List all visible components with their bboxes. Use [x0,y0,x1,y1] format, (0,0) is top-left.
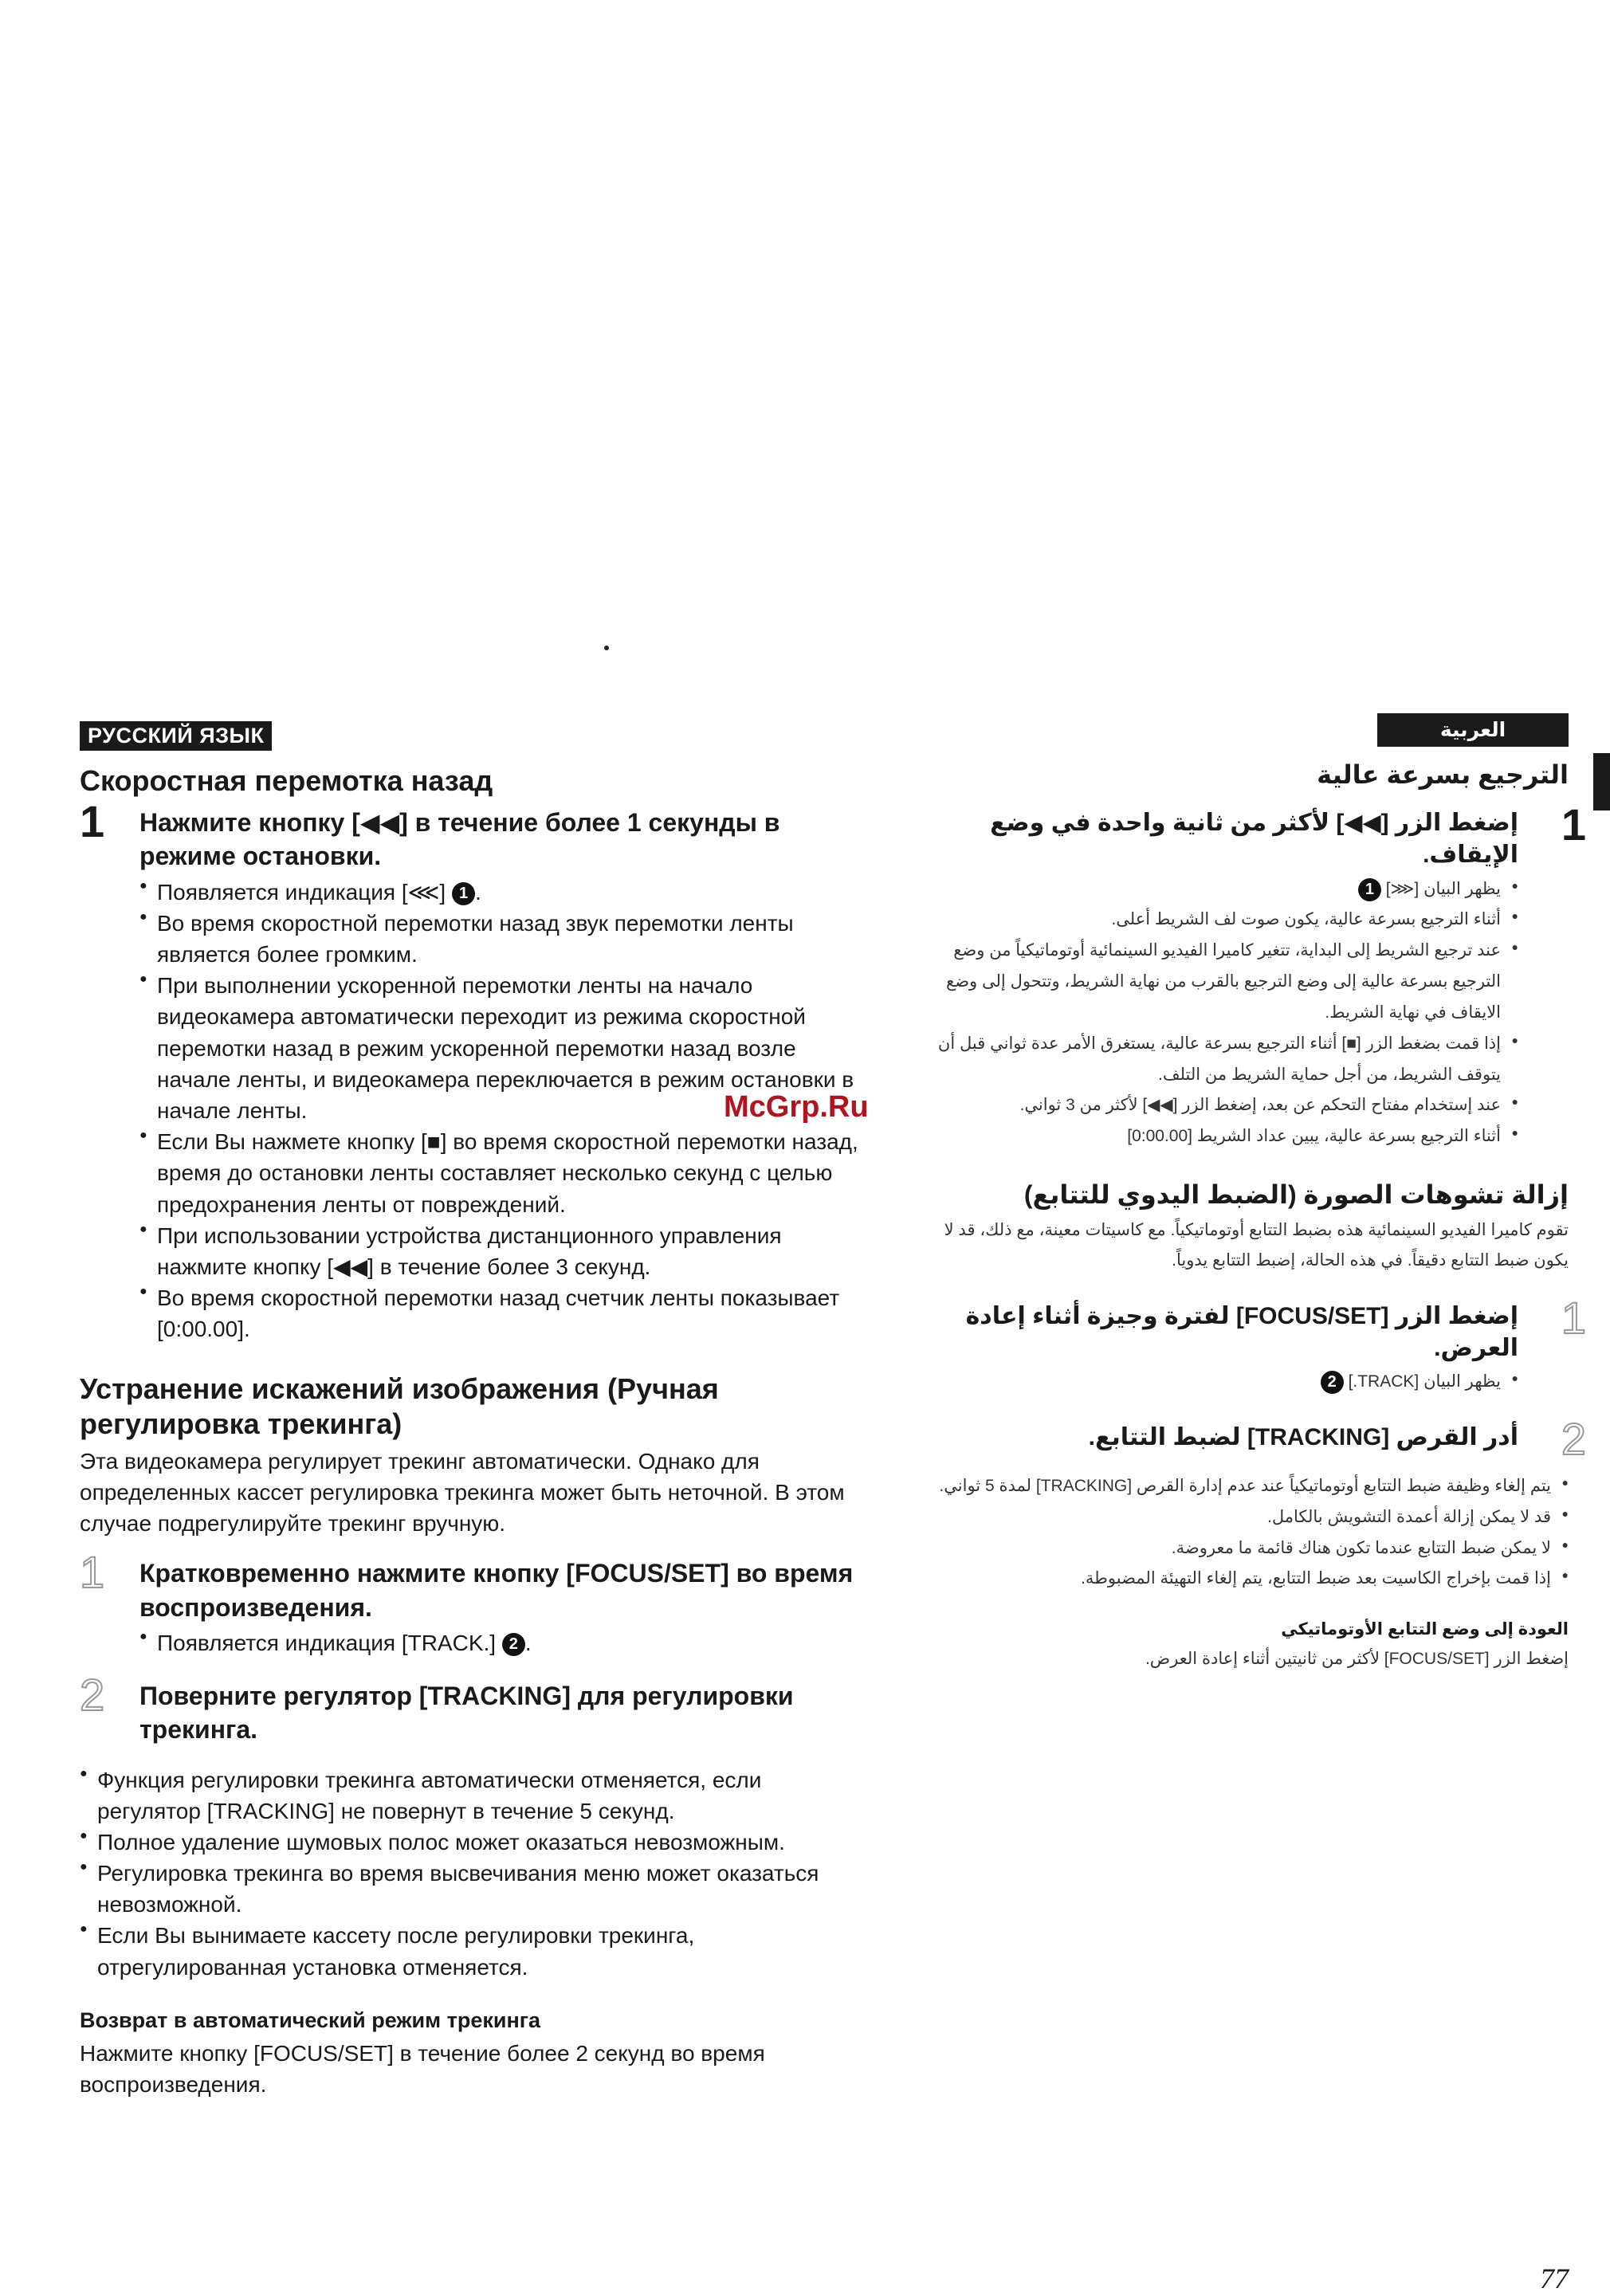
rewind-section-title: Скоростная перемотка назад [80,764,493,797]
note-item: ● إذا قمت بإخراج الكاسيت بعد ضبط التتابع، يتم إلغاء التهيئة المضبوطة. [909,1564,1569,1595]
page-number: 77 [1540,2263,1569,2294]
note-item: ● Регулировка трекинга во время высвечивания меню может оказаться невозможной. [80,1858,861,1920]
auto-tracking-title: Возврат в автоматический режим трекинга [80,2008,541,2032]
note-item: ● لا يمكن ضبط التتابع عندما تكون هناك قائمة ما معروضة. [909,1533,1569,1564]
step-number: 2 [1561,1414,1586,1465]
tracking-section-title: Устранение искажений изображения (Ручная регулировка трекинга) [80,1372,719,1440]
note-item: ● Если Вы вынимаете кассету после регулировки трекинга, отрегулированная установка отменяется. [80,1920,861,1982]
rewind-section-title-ar: الترجيع بسرعة عالية [1317,760,1569,789]
bullet-item: ● يظهر البيان [TRACK.] 2 [909,1367,1518,1398]
step-title: Нажмите кнопку [◀◀] в течение более 1 секунды в режиме остановки. [139,808,780,871]
step-number: 1 [1561,1293,1586,1344]
bullet-item: ● أثناء الترجيع بسرعة عالية، يكون صوت لف الشريط أعلى. [909,905,1518,936]
bullet-item: ● При выполнении ускоренной перемотки ленты на начало видеокамера автоматически переходит из режима скоростной перемотки назад в режим ускоренной перемотки назад возле начале ленты, и видеокамера переключается в режим остановки в начале ленты. [139,970,861,1126]
russian-column [80,721,861,2103]
auto-tracking-text: Нажмите кнопку [FOCUS/SET] в течение более 2 секунд во время воспроизведения. [80,2040,765,2098]
stray-dot [604,646,609,650]
callout-2-icon: 2 [1321,1371,1344,1394]
callout-2-icon: 2 [502,1633,525,1656]
callout-1-icon: 1 [452,882,475,905]
note-item: ● Полное удаление шумовых полос может оказаться невозможным. [80,1827,861,1858]
page-tab-marker [1593,753,1610,810]
callout-1-icon: 1 [1358,878,1381,901]
step-title: إضغط الزر [◀◀] لأكثر من ثانية واحدة في وضع الإيقاف. [990,810,1518,868]
step-title: إضغط الزر [FOCUS/SET] لفترة وجيزة أثناء إعادة العرض. [965,1303,1518,1361]
arabic-column [909,713,1594,1678]
language-label-russian: РУССКИЙ ЯЗЫК [80,721,272,751]
tracking-intro-ar: تقوم كاميرا الفيديو السينمائية هذه بضبط التتابع أوتوماتيكياً. مع كاسيتات معينة، مع ذلك، قد لا يكون ضبط التتابع دقيقاً. في هذه الحالة، إضبط التتابع يدوياً. [944,1220,1569,1270]
tracking-notes-ar [909,1471,1569,1595]
tracking-step-2-ar [909,1414,1594,1465]
step-title: Кратковременно нажмите кнопку [FOCUS/SET] во время воспроизведения. [139,1559,854,1622]
bullet-item: ● عند إستخدام مفتاح التحكم عن بعد، إضغط الزر [◀◀] لأكثر من 3 ثواني. [909,1090,1518,1121]
rewind-step-1-ar [909,799,1594,1152]
bullet-item: ● Если Вы нажмете кнопку [■] во время скоростной перемотки назад, время до остановки ленты составляет несколько секунд с целью предохранения ленты от повреждений. [139,1126,861,1220]
auto-tracking-text-ar: إضغط الزر [FOCUS/SET] لأكثر من ثانيتين أثناء إعادة العرض. [1145,1649,1569,1668]
tracking-step-2 [80,1670,861,1746]
step-number: 2 [80,1670,105,1721]
bullet-item: ● عند ترجيع الشريط إلى البداية، تتغير كاميرا الفيديو السينمائية أوتوماتيكياً من وضع الترجيع بسرعة عالية إلى وضع الترجيع بالقرب من نهاية الشريط، وتتحول إلى وضع الايقاف في نهاية الشريط. [909,936,1518,1029]
tracking-notes [80,1764,861,1983]
tracking-step-1-ar [909,1293,1594,1398]
tracking-intro: Эта видеокамера регулирует трекинг автоматически. Однако для определенных кассет регулировка трекинга может быть неточной. В этом случае подрегулируйте трекинг вручную. [80,1448,845,1537]
tracking-step-1 [80,1547,861,1658]
step-number: 1 [80,1547,105,1598]
tracking-section-title-ar: إزالة تشوهات الصورة (الضبط اليدوي للتتابع) [1023,1180,1569,1210]
language-label-arabic: العربية [1377,713,1569,747]
step-title: أدر القرص [TRACKING] لضبط التتابع. [1088,1424,1518,1451]
watermark: McGrp.Ru [724,1090,869,1124]
note-item: ● Функция регулировки трекинга автоматически отменяется, если регулятор [TRACKING] не повернут в течение 5 секунд. [80,1764,861,1827]
bullet-item: ● يظهر البيان [⋘] 1 [909,874,1518,905]
step-number: 1 [80,796,105,847]
note-item: ● يتم إلغاء وظيفة ضبط التتابع أوتوماتيكياً عند عدم إدارة القرص [TRACKING] لمدة 5 ثواني. [909,1471,1569,1502]
bullet-item: ● При использовании устройства дистанционного управления нажмите кнопку [◀◀] в течение более 3 секунд. [139,1220,861,1282]
auto-tracking-title-ar: العودة إلى وضع التتابع الأوتوماتيكي [1281,1620,1569,1639]
bullet-item: ● إذا قمت بضغط الزر [■] أثناء الترجيع بسرعة عالية، يستغرق الأمر عدة ثواني قبل أن يتوقف الشريط، من أجل حماية الشريط من التلف. [909,1029,1518,1091]
step-number: 1 [1561,799,1586,850]
bullet-item: ● Во время скоростной перемотки назад звук перемотки ленты является более громким. [139,908,861,970]
note-item: ● قد لا يمكن إزالة أعمدة التشويش بالكامل. [909,1502,1569,1533]
bullet-item: ● Во время скоростной перемотки назад счетчик ленты показывает [0:00.00]. [139,1282,861,1344]
bullet-item: ● Появляется индикация [TRACK.] 2 . [139,1627,861,1658]
rewind-step-1 [80,796,861,1344]
step-title: Поверните регулятор [TRACKING] для регулировки трекинга. [139,1682,794,1745]
bullet-item: ● Появляется индикация [⋘] 1 . [139,877,861,908]
bullet-item: ● أثناء الترجيع بسرعة عالية، يبين عداد الشريط [0:00.00] [909,1121,1518,1152]
